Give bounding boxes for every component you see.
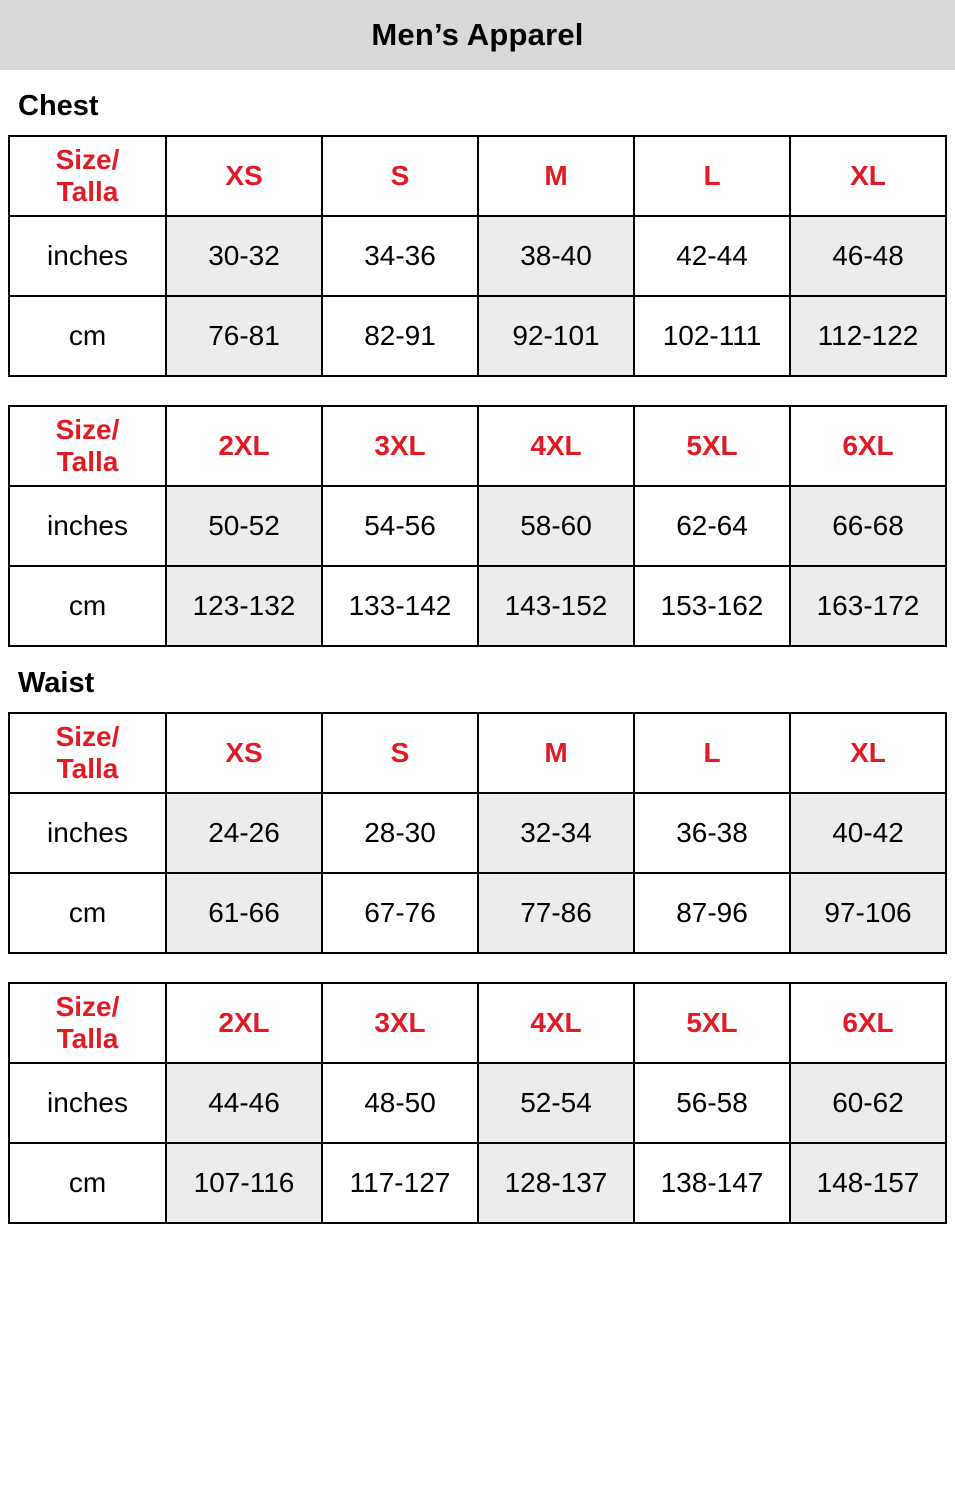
size-header-cell: 3XL — [322, 406, 478, 486]
size-header-cell: 2XL — [166, 406, 322, 486]
measurement-cell: 60-62 — [790, 1063, 946, 1143]
measurement-cell: 87-96 — [634, 873, 790, 953]
table-row-header — [9, 406, 946, 486]
size-label-line1: Size/ — [55, 413, 120, 445]
measurement-cell: 48-50 — [322, 1063, 478, 1143]
measurement-cell: 97-106 — [790, 873, 946, 953]
size-label-line2: Talla — [56, 753, 119, 784]
unit-cell: cm — [9, 1143, 166, 1223]
table-row — [9, 873, 946, 953]
measurement-cell: 138-147 — [634, 1143, 790, 1223]
table-wrap-waist-xs-xl — [0, 712, 955, 954]
measurement-cell: 117-127 — [322, 1143, 478, 1223]
measurement-cell: 54-56 — [322, 486, 478, 566]
unit-cell: inches — [9, 1063, 166, 1143]
measurement-cell: 44-46 — [166, 1063, 322, 1143]
size-header-cell: 6XL — [790, 406, 946, 486]
measurement-cell: 82-91 — [322, 296, 478, 376]
measurement-cell: 32-34 — [478, 793, 634, 873]
measurement-cell: 153-162 — [634, 566, 790, 646]
size-label-line2: Talla — [56, 1023, 119, 1054]
measurement-cell: 143-152 — [478, 566, 634, 646]
unit-cell: inches — [9, 216, 166, 296]
size-header-cell: 4XL — [478, 406, 634, 486]
unit-cell: cm — [9, 296, 166, 376]
measurement-cell: 123-132 — [166, 566, 322, 646]
table-row — [9, 296, 946, 376]
table-wrap-chest-2xl-6xl — [0, 405, 955, 647]
unit-cell: inches — [9, 793, 166, 873]
section-title-chest: Chest — [18, 90, 99, 122]
table-waist-xs-xl — [8, 712, 947, 954]
size-header-cell: 3XL — [322, 983, 478, 1063]
measurement-cell: 66-68 — [790, 486, 946, 566]
unit-cell: cm — [9, 566, 166, 646]
table-row — [9, 486, 946, 566]
measurement-cell: 28-30 — [322, 793, 478, 873]
table-row — [9, 566, 946, 646]
page-title: Men’s Apparel — [371, 17, 584, 52]
header-band — [0, 0, 955, 70]
measurement-cell: 36-38 — [634, 793, 790, 873]
size-header-cell: M — [478, 136, 634, 216]
table-waist-2xl-6xl — [8, 982, 947, 1224]
measurement-cell: 102-111 — [634, 296, 790, 376]
size-header-cell: L — [634, 713, 790, 793]
measurement-cell: 61-66 — [166, 873, 322, 953]
measurement-cell: 24-26 — [166, 793, 322, 873]
size-label-cell — [9, 406, 166, 486]
table-row — [9, 1143, 946, 1223]
measurement-cell: 42-44 — [634, 216, 790, 296]
size-label-line2: Talla — [56, 176, 119, 207]
size-header-cell: S — [322, 713, 478, 793]
measurement-cell: 50-52 — [166, 486, 322, 566]
measurement-cell: 62-64 — [634, 486, 790, 566]
measurement-cell: 163-172 — [790, 566, 946, 646]
size-header-cell: 2XL — [166, 983, 322, 1063]
unit-cell: inches — [9, 486, 166, 566]
size-label-line1: Size/ — [55, 720, 120, 752]
measurement-cell: 58-60 — [478, 486, 634, 566]
size-header-cell: 4XL — [478, 983, 634, 1063]
table-row — [9, 793, 946, 873]
size-header-cell: 6XL — [790, 983, 946, 1063]
table-row-header — [9, 713, 946, 793]
measurement-cell: 77-86 — [478, 873, 634, 953]
size-label-line1: Size/ — [55, 143, 120, 175]
size-label-cell — [9, 713, 166, 793]
table-row — [9, 1063, 946, 1143]
measurement-cell: 30-32 — [166, 216, 322, 296]
size-header-cell: S — [322, 136, 478, 216]
measurement-cell: 38-40 — [478, 216, 634, 296]
table-row — [9, 216, 946, 296]
size-header-cell: XL — [790, 136, 946, 216]
size-header-cell: XL — [790, 713, 946, 793]
measurement-cell: 46-48 — [790, 216, 946, 296]
table-wrap-waist-2xl-6xl — [0, 982, 955, 1224]
measurement-cell: 148-157 — [790, 1143, 946, 1223]
size-header-cell: XS — [166, 136, 322, 216]
size-label-cell — [9, 983, 166, 1063]
table-row-header — [9, 136, 946, 216]
table-chest-xs-xl — [8, 135, 947, 377]
size-header-cell: XS — [166, 713, 322, 793]
table-row-header — [9, 983, 946, 1063]
size-header-cell: L — [634, 136, 790, 216]
measurement-cell: 76-81 — [166, 296, 322, 376]
measurement-cell: 133-142 — [322, 566, 478, 646]
section-title-waist: Waist — [18, 667, 95, 699]
unit-cell: cm — [9, 873, 166, 953]
measurement-cell: 107-116 — [166, 1143, 322, 1223]
measurement-cell: 128-137 — [478, 1143, 634, 1223]
measurement-cell: 112-122 — [790, 296, 946, 376]
size-label-cell — [9, 136, 166, 216]
size-header-cell: 5XL — [634, 406, 790, 486]
size-header-cell: M — [478, 713, 634, 793]
measurement-cell: 40-42 — [790, 793, 946, 873]
size-label-line1: Size/ — [55, 990, 120, 1022]
measurement-cell: 67-76 — [322, 873, 478, 953]
size-label-line2: Talla — [56, 446, 119, 477]
spacer — [0, 954, 955, 982]
spacer — [0, 377, 955, 405]
table-wrap-chest-xs-xl — [0, 135, 955, 377]
measurement-cell: 52-54 — [478, 1063, 634, 1143]
size-header-cell: 5XL — [634, 983, 790, 1063]
table-chest-2xl-6xl — [8, 405, 947, 647]
measurement-cell: 34-36 — [322, 216, 478, 296]
measurement-cell: 56-58 — [634, 1063, 790, 1143]
measurement-cell: 92-101 — [478, 296, 634, 376]
